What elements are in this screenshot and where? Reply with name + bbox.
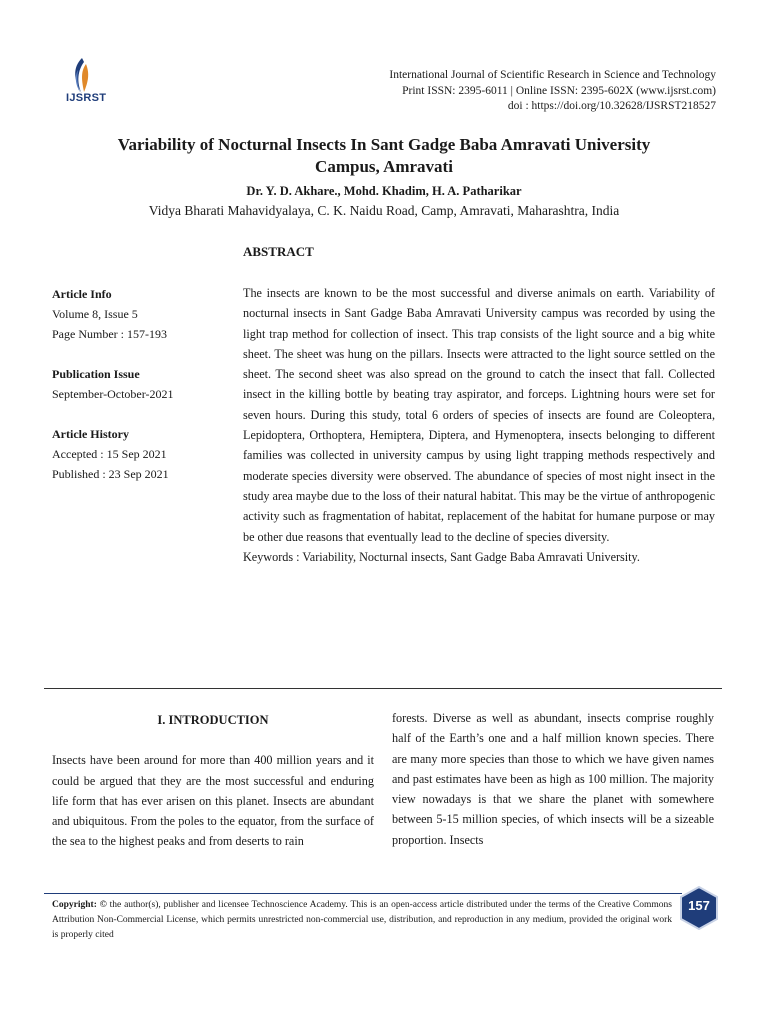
journal-name: International Journal of Scientific Research in Science and Technology — [389, 69, 716, 81]
article-volume: Volume 8, Issue 5 — [52, 307, 138, 321]
intro-text-right: forests. Diverse as well as abundant, insects comprise roughly half of the Earth’s one and a half million known species. There are many more species than those to which we have given names and past estimates have been as high as 100 million. The majority view nowadays is that we share the planet with somewhere between 5-15 million species, of which insects will be a sizeable proportion. Insects — [392, 711, 714, 847]
article-info — [52, 284, 232, 484]
section-divider — [44, 688, 722, 689]
paper-title-line2: Campus, Amravati — [315, 157, 453, 176]
flame-logo-icon — [62, 56, 102, 96]
publication-issue-value: September-October-2021 — [52, 387, 174, 401]
copyright-text: the author(s), publisher and licensee Technoscience Academy. This is an open-access article distributed under the terms of the Creative Commons Attribution Non-Commercial License, which permits unrestricted non-commercial use, distribution, and reproduction in any medium, provided the original work is properly cited — [52, 900, 672, 940]
article-published: Published : 23 Sep 2021 — [52, 467, 169, 481]
intro-column-right — [392, 708, 714, 850]
journal-logo — [62, 56, 132, 112]
paper-title-line1: Variability of Nocturnal Insects In Sant Gadge Baba Amravati University — [117, 135, 651, 154]
article-info-heading: Article Info — [52, 287, 112, 301]
logo-text: IJSRST — [66, 92, 107, 104]
journal-meta — [389, 68, 716, 115]
paper-authors: Dr. Y. D. Akhare., Mohd. Khadim, H. A. Patharikar — [246, 184, 522, 198]
intro-text-left: Insects have been around for more than 400 million years and it could be argued that they are the most successful and enduring life form that has ever arisen on this planet. Insects are abundant and ubiquitous. From the poles to the equator, from the surface of the sea to the highest peaks and from deserts to rain — [52, 753, 374, 849]
page-number: 157 — [688, 898, 710, 913]
intro-column-left — [52, 708, 374, 852]
intro-heading: I. INTRODUCTION — [157, 713, 269, 727]
journal-issn: Print ISSN: 2395-6011 | Online ISSN: 2395-602X (www.ijsrst.com) — [402, 84, 716, 97]
article-accepted: Accepted : 15 Sep 2021 — [52, 447, 167, 461]
footer-divider — [44, 893, 682, 894]
article-history-heading: Article History — [52, 427, 129, 441]
publication-issue-heading: Publication Issue — [52, 367, 140, 381]
abstract-body — [243, 283, 715, 567]
paper-affiliation: Vidya Bharati Mahavidyalaya, C. K. Naidu Road, Camp, Amravati, Maharashtra, India — [148, 203, 620, 218]
copyright-notice — [52, 898, 672, 943]
journal-doi: doi : https://doi.org/10.32628/IJSRST218527 — [507, 100, 716, 112]
abstract-keywords: Keywords : Variability, Nocturnal insects, Sant Gadge Baba Amravati University. — [243, 549, 640, 564]
abstract-text: The insects are known to be the most successful and diverse animals on earth. Variability of nocturnal insects in Sant Gadge Baba Amravati University campus was recorded by using the light trap method for collection of insect. This trap consists of the light source and a big white sheet. The sheet was hung on the pillars. Insects were attracted to the light source settled on the sheet. The second sheet was also spread on the ground to catch the insect that fall. Collected insect in the killing bottle by beating tray aspirator, and forceps. Lightning hours were set for seven hours. During this study, total 6 orders of species of insects are found are Coleoptera, Lepidoptera, Orthoptera, Hemiptera, Diptera, and Hymenoptera, insects belonging to different families was collected in university campus by using light trapping methods respectively and moderate species diversity were observed. The abundance of species of most night insect in the study area maybe due to the loss of their natural habitat. This may be the virtue of anthropogenic activity such as fragmentation of habitat, replacement of the habitat for humane purpose or may be other due reasons that eventually lead to the decline of species diversity. — [243, 286, 715, 544]
paper-title — [40, 134, 728, 178]
article-pages: Page Number : 157-193 — [52, 327, 167, 341]
copyright-label: Copyright: © — [52, 900, 107, 910]
abstract-heading: ABSTRACT — [243, 244, 314, 259]
